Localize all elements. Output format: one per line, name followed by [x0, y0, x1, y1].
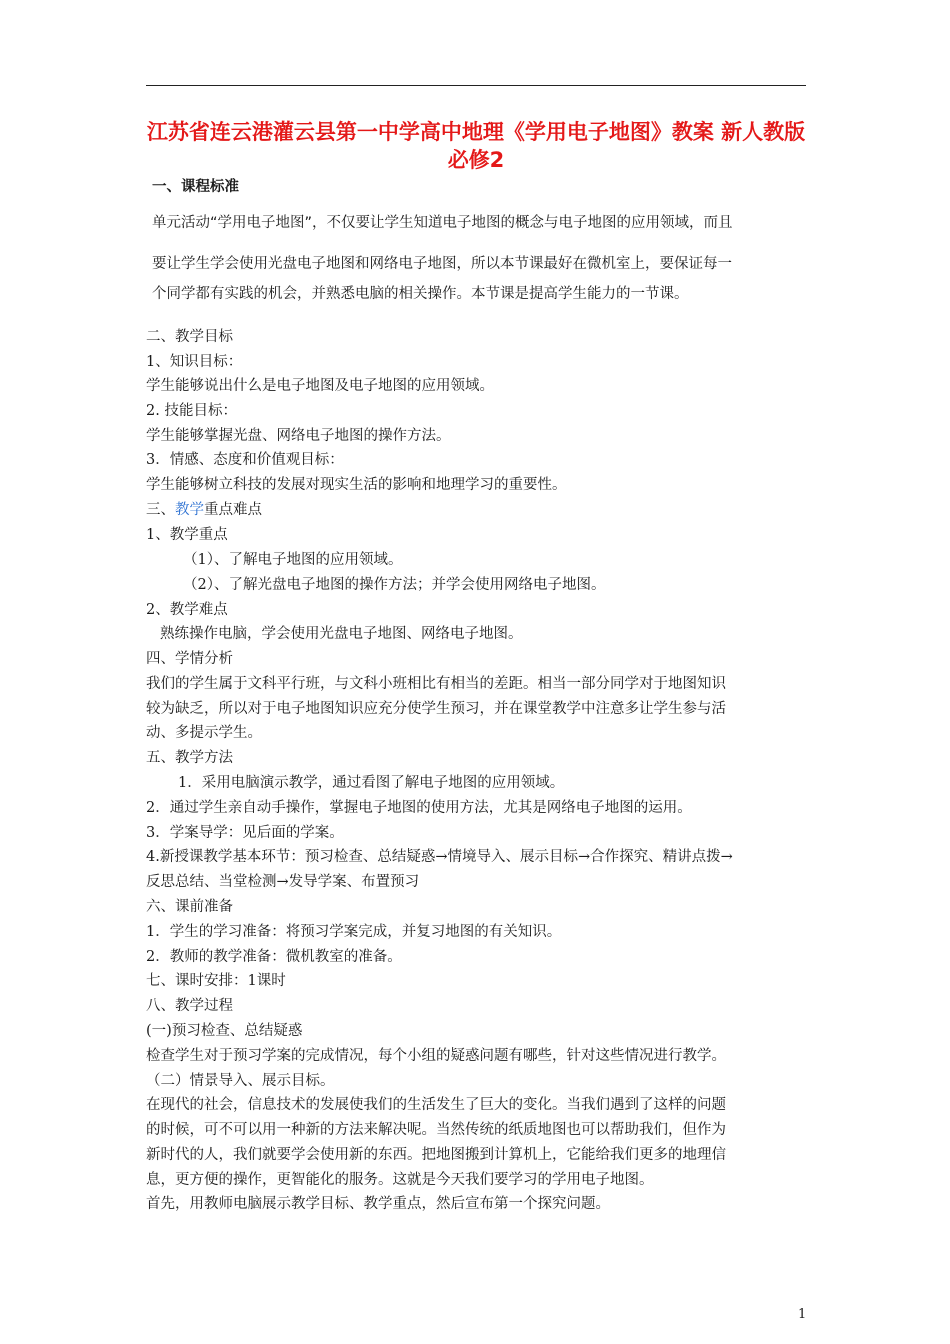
- paragraph-line: 息，更方便的操作，更智能化的服务。这就是今天我们要学习的学用电子地图。: [146, 1172, 654, 1188]
- paragraph-line: 我们的学生属于文科平行班，与文科小班相比有相当的差距。相当一部分同学对于地图知识: [146, 676, 726, 692]
- paragraph-line: 学生能够掌握光盘、网络电子地图的操作方法。: [146, 428, 451, 444]
- list-item: 1．学生的学习准备：将预习学案完成，并复习地图的有关知识。: [146, 924, 562, 940]
- list-item: 3．情感、态度和价值观目标：: [146, 452, 344, 468]
- list-item: 1、教学重点: [146, 527, 228, 543]
- teaching-link[interactable]: 教学: [175, 502, 204, 518]
- paragraph-line: 要让学生学会使用光盘电子地图和网络电子地图，所以本节课最好在微机室上，要保证每一: [152, 256, 732, 272]
- header-rule: [146, 85, 806, 86]
- list-item: （1）、了解电子地图的应用领域。: [183, 552, 403, 568]
- paragraph-line: 较为缺乏，所以对于电子地图知识应充分使学生预习，并在课堂教学中注意多让学生参与活: [146, 701, 726, 717]
- document-title: 江苏省连云港灌云县第一中学高中地理《学用电子地图》教案 新人教版必修2: [146, 120, 806, 172]
- heading-prefix: 三、: [146, 502, 175, 518]
- section-5-heading: 五、教学方法: [146, 750, 233, 766]
- page-number: 1: [798, 1307, 807, 1322]
- list-item: 1、知识目标：: [146, 354, 243, 370]
- paragraph-line: 个同学都有实践的机会，并熟悉电脑的相关操作。本节课是提高学生能力的一节课。: [152, 286, 689, 302]
- section-6-heading: 六、课前准备: [146, 899, 233, 915]
- paragraph-line: 在现代的社会，信息技术的发展使我们的生活发生了巨大的变化。当我们遇到了这样的问题: [146, 1097, 726, 1113]
- paragraph-line: 的时候，可不可以用一种新的方法来解决呢。当然传统的纸质地图也可以帮助我们，但作为: [146, 1122, 726, 1138]
- section-4-heading: 四、学情分析: [146, 651, 233, 667]
- paragraph-line: 首先，用教师电脑展示教学目标、教学重点，然后宣布第一个探究问题。: [146, 1196, 610, 1212]
- list-item: 2. 技能目标：: [146, 403, 237, 419]
- list-item: 3．学案导学：见后面的学案。: [146, 825, 344, 841]
- section-2-heading: 二、教学目标: [146, 329, 233, 345]
- paragraph-line: 检查学生对于预习学案的完成情况，每个小组的疑惑问题有哪些，针对这些情况进行教学。: [146, 1048, 726, 1064]
- list-item: 2．通过学生亲自动手操作，掌握电子地图的使用方法，尤其是网络电子地图的运用。: [146, 800, 692, 816]
- paragraph-line: 新时代的人，我们就要学会使用新的东西。把地图搬到计算机上，它能给我们更多的地理信: [146, 1147, 726, 1163]
- list-item: （二）情景导入、展示目标。: [146, 1073, 335, 1089]
- section-8-heading: 八、教学过程: [146, 998, 233, 1014]
- section-3-heading: [146, 500, 262, 520]
- paragraph-line: 学生能够说出什么是电子地图及电子地图的应用领域。: [146, 378, 494, 394]
- list-item: 4.新授课教学基本环节：预习检查、总结疑惑→情境导入、展示目标→合作探究、精讲点拨→: [146, 849, 733, 865]
- list-item: 2、教学难点: [146, 602, 228, 618]
- paragraph-line: 熟练操作电脑，学会使用光盘电子地图、网络电子地图。: [160, 626, 523, 642]
- list-item: (一)预习检查、总结疑惑: [146, 1023, 303, 1039]
- paragraph-line: 动、多提示学生。: [146, 725, 262, 741]
- list-item: （2）、了解光盘电子地图的操作方法；并学会使用网络电子地图。: [183, 577, 606, 593]
- paragraph-line: 学生能够树立科技的发展对现实生活的影响和地理学习的重要性。: [146, 477, 567, 493]
- section-7-heading: 七、课时安排：1课时: [146, 973, 286, 989]
- paragraph-line: 单元活动“学用电子地图”，不仅要让学生知道电子地图的概念与电子地图的应用领域，而且: [152, 215, 733, 231]
- section-1-heading: 一、课程标准: [152, 179, 239, 195]
- list-item: 2．教师的教学准备：微机教室的准备。: [146, 949, 402, 965]
- heading-suffix: 重点难点: [204, 502, 262, 518]
- paragraph-line: 反思总结、当堂检测→发导学案、布置预习: [146, 874, 420, 890]
- list-item: 1．采用电脑演示教学，通过看图了解电子地图的应用领域。: [178, 775, 565, 791]
